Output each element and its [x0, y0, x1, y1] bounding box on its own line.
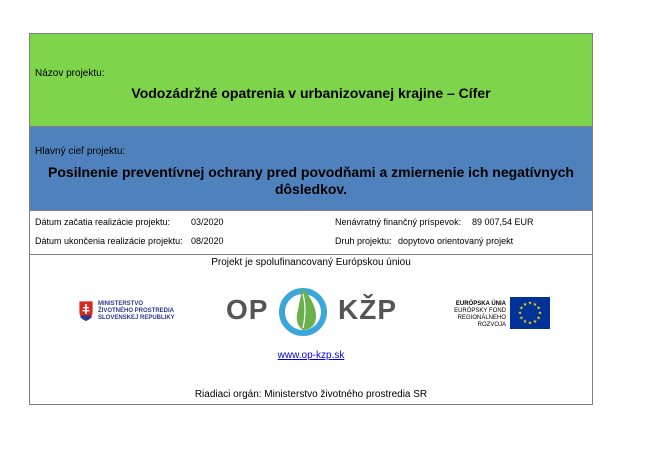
eu-fund-name: EURÓPSKA ÚNIA EURÓPSKY FOND REGIONÁLNEHO ROZVOJA [454, 301, 506, 328]
op-logo-right: KŽP [338, 294, 397, 325]
svg-text:★: ★ [517, 310, 523, 317]
svg-text:★: ★ [519, 315, 524, 322]
project-type-label: Druh projektu: [335, 236, 392, 246]
project-goal-label: Hlavný cieľ projektu: [35, 146, 126, 157]
ministry-logo [78, 298, 188, 326]
svg-text:★: ★ [536, 305, 541, 312]
end-date-label: Dátum ukončenia realizácie projektu: [35, 236, 183, 246]
project-board [29, 33, 593, 405]
project-goal-section [30, 127, 592, 211]
project-name-label: Názov projektu: [35, 68, 105, 79]
svg-text:★: ★ [527, 300, 533, 307]
svg-text:★: ★ [522, 319, 528, 326]
eu-flag-icon [510, 297, 550, 329]
op-logo-left: OP [226, 294, 269, 325]
svg-text:★: ★ [536, 315, 541, 322]
project-name-section [30, 34, 592, 127]
ministry-name: MINISTERSTVO ŽIVOTNÉHO PROSTREDIA SLOVENSKEJ REPUBLIKY [98, 301, 175, 321]
cofinancing-note: Projekt je spolufinancovaný Európskou úniou [211, 257, 411, 268]
grant-value: 89 007,54 EUR [472, 217, 534, 227]
start-date-value: 03/2020 [191, 217, 224, 227]
project-name: Vodozádržné opatrenia v urbanizovanej krajine – Cífer [131, 85, 491, 101]
eu-logo [430, 297, 550, 331]
svg-text:★: ★ [532, 319, 538, 326]
water-drop-leaf-icon [276, 280, 330, 340]
project-goal-line1: Posilnenie preventívnej ochrany pred povodňami a zmiernenie ich negatívnych [48, 164, 574, 180]
website-link[interactable]: www.op-kzp.sk [277, 350, 345, 361]
svg-text:★: ★ [527, 320, 533, 327]
svg-text:★: ★ [532, 301, 538, 308]
start-date-label: Dátum začatia realizácie projektu: [35, 217, 171, 227]
project-details [30, 211, 592, 255]
project-goal-line2: dôsledkov. [274, 181, 348, 197]
grant-label: Nenávratný finančný príspevok: [335, 217, 462, 227]
project-type-value: dopytovo orientovaný projekt [398, 236, 514, 246]
op-kzp-logo [226, 280, 406, 344]
svg-text:★: ★ [519, 305, 524, 312]
slovak-coat-of-arms-icon [78, 300, 94, 322]
end-date-value: 08/2020 [191, 236, 224, 246]
svg-text:★: ★ [537, 310, 543, 317]
managing-authority: Riadiaci orgán: Ministerstvo životného prostredia SR [194, 389, 428, 400]
svg-text:★: ★ [522, 301, 528, 308]
